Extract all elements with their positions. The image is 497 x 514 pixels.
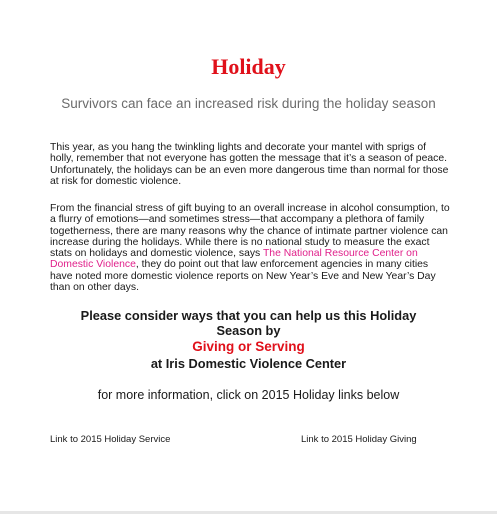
holiday-giving-link[interactable]: Link to 2015 Holiday Giving <box>301 434 417 445</box>
body-text-before: From the financial stress of gift buying to an overall increase in alcohol consumption, to a flurry of emotions—and sometimes stress—that accompany a plethora of family togetherness, there are many reasons why the chance of intimate partner violence can increase during the holidays. While there is no national study to measure the exact stats on holidays and domestic violence, says <box>50 203 450 260</box>
resource-center-link[interactable]: The National Resource Center on Domestic Violence <box>50 248 418 271</box>
intro-paragraph: This year, as you hang the twinkling lights and decorate your mantel with sprigs of holly, remember that not everyone has gotten the message that it’s a season of peace. Unfortunately, the holidays can be an even more dangerous time than normal for those at risk for domestic violence. <box>50 142 449 187</box>
callout-line-2: Season by <box>216 323 281 338</box>
holiday-service-link[interactable]: Link to 2015 Holiday Service <box>50 434 171 445</box>
page-subtitle: Survivors can face an increased risk during the holiday season <box>61 96 436 111</box>
more-info-text: for more information, click on 2015 Holiday links below <box>97 388 400 402</box>
callout-line-1: Please consider ways that you can help us this Holiday <box>80 308 417 323</box>
giving-or-serving-heading: Giving or Serving <box>192 339 305 354</box>
page-title: Holiday <box>211 54 286 79</box>
body-text-after: , they do point out that law enforcement agencies in many cities have noted more domestic violence reports on New Year’s Eve and New Year’s Day than on other days. <box>50 259 436 294</box>
body-paragraph <box>50 203 450 293</box>
callout-line-4: at Iris Domestic Violence Center <box>150 356 347 371</box>
